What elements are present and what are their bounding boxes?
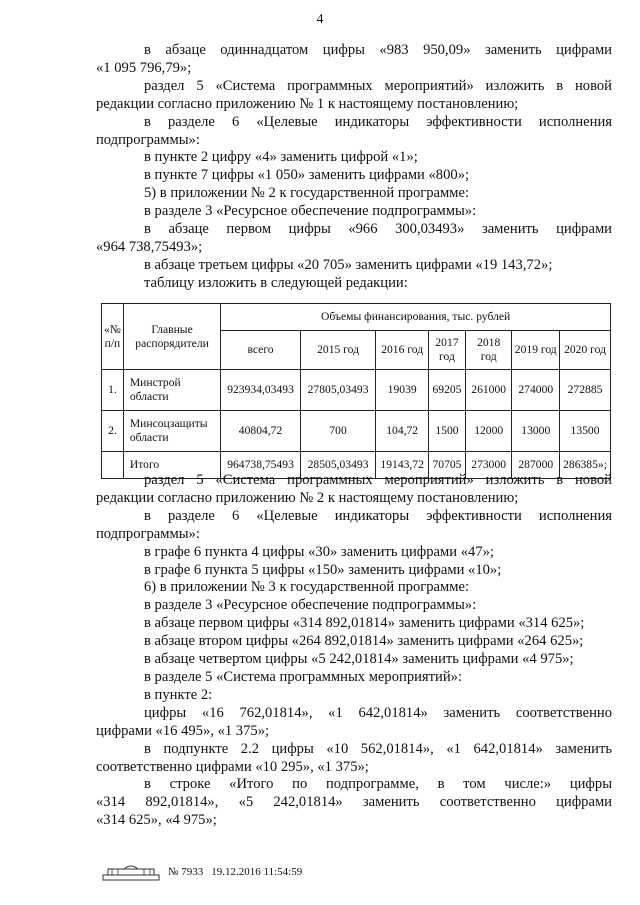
document-datetime: 19.12.2016 11:54:59: [211, 866, 303, 878]
paragraph-line: 5) в приложении № 2 к государственной программе:: [144, 185, 470, 202]
row-value: 1500: [429, 411, 466, 452]
paragraph-line: в строке «Итого по подпрограмме, в том числе:» цифры: [144, 776, 612, 793]
paragraph-line: «1 095 796,79»;: [96, 59, 192, 76]
row-name: Минсоцзащиты области: [123, 411, 220, 452]
paragraph-line: редакции согласно приложению № 2 к настоящему постановлению;: [96, 489, 519, 506]
header-year: 2018 год: [465, 331, 512, 370]
paragraph-line: в графе 6 пункта 4 цифры «30» заменить цифрами «47»;: [144, 543, 494, 560]
header-year: 2019 год: [512, 331, 560, 370]
header-year: 2016 год: [376, 331, 429, 370]
paragraph-line: в пункте 2 цифру «4» заменить цифрой «1»;: [144, 149, 418, 166]
paragraph-line: в разделе 5 «Система программных мероприятий»:: [144, 668, 462, 685]
header-group: Объемы финансирования, тыс. рублей: [221, 304, 611, 331]
table-row: [102, 370, 611, 411]
paragraph-line: раздел 5 «Система программных мероприятий» изложить в новой: [144, 77, 612, 94]
row-num: 1.: [102, 370, 124, 411]
row-value: 27805,03493: [300, 370, 375, 411]
row-value: 13000: [512, 411, 560, 452]
row-value: 286385»;: [560, 452, 611, 479]
building-logo-icon: [102, 863, 160, 881]
row-total: 964738,75493: [221, 452, 301, 479]
row-value: 274000: [512, 370, 560, 411]
paragraph-line: в абзаце первом цифры «966 300,03493» заменить цифрами: [144, 221, 612, 238]
header-main: Главные распорядители: [123, 304, 220, 370]
row-name: Итого: [123, 452, 220, 479]
footer: [102, 863, 302, 881]
row-value: 273000: [465, 452, 512, 479]
row-value: 12000: [465, 411, 512, 452]
financing-table: [101, 303, 611, 479]
row-value: 70705: [429, 452, 466, 479]
paragraph-line: в графе 6 пункта 5 цифры «150» заменить цифрами «10»;: [144, 561, 502, 578]
row-value: 69205: [429, 370, 466, 411]
paragraph-line: в абзаце четвертом цифры «5 242,01814» заменить цифрами «4 975»;: [144, 651, 574, 668]
body-text-bottom: [96, 472, 612, 830]
paragraph-line: редакции согласно приложению № 1 к настоящему постановлению;: [96, 95, 519, 112]
paragraph-line: в разделе 6 «Целевые индикаторы эффективности исполнения: [144, 113, 612, 130]
paragraph-line: в подпункте 2.2 цифры «10 562,01814», «1 642,01814» заменить: [144, 740, 612, 757]
paragraph-line: «964 738,75493»;: [96, 238, 203, 255]
paragraph-line: в разделе 3 «Ресурсное обеспечение подпрограммы»:: [144, 597, 477, 614]
paragraph-line: цифрами «16 495», «1 375»;: [96, 722, 270, 739]
row-value: 272885: [560, 370, 611, 411]
row-value: 19143,72: [376, 452, 429, 479]
paragraph-line: «314 625», «4 975»;: [96, 812, 217, 829]
paragraph-line: «314 892,01814», «5 242,01814» заменить соответственно цифрами: [96, 794, 612, 811]
row-value: 287000: [512, 452, 560, 479]
paragraph-line: в пункте 2:: [144, 686, 213, 703]
paragraph-line: 6) в приложении № 3 к государственной программе:: [144, 579, 470, 596]
paragraph-line: цифры «16 762,01814», «1 642,01814» заменить соответственно: [144, 704, 612, 721]
header-year: 2015 год: [300, 331, 375, 370]
paragraph-line: таблицу изложить в следующей редакции:: [144, 274, 408, 291]
paragraph-line: соответственно цифрами «10 295», «1 375»;: [96, 758, 369, 775]
paragraph-line: в абзаце первом цифры «314 892,01814» заменить цифрами «314 625»;: [144, 615, 585, 632]
row-value: 28505,03493: [300, 452, 375, 479]
row-value: 19039: [376, 370, 429, 411]
paragraph-line: в разделе 3 «Ресурсное обеспечение подпрограммы»:: [144, 203, 477, 220]
row-name: Минстрой области: [123, 370, 220, 411]
row-total: 923934,03493: [221, 370, 301, 411]
paragraph-line: раздел 5 «Система программных мероприятий» изложить в новой: [144, 472, 612, 488]
paragraph-line: в разделе 6 «Целевые индикаторы эффективности исполнения: [144, 507, 612, 524]
paragraph-line: в абзаце втором цифры «264 892,01814» заменить цифрами «264 625»;: [144, 633, 584, 650]
header-year: 2020 год: [560, 331, 611, 370]
paragraph-line: подпрограммы»:: [96, 131, 200, 148]
row-num: 2.: [102, 411, 124, 452]
header-num: «№ п/п: [102, 304, 124, 370]
page-number: 4: [316, 12, 324, 27]
header-total: всего: [221, 331, 301, 370]
document-number: № 7933: [168, 866, 204, 878]
row-value: 261000: [465, 370, 512, 411]
body-text-top: [96, 42, 612, 293]
row-value: 13500: [560, 411, 611, 452]
paragraph-line: в абзаце третьем цифры «20 705» заменить цифрами «19 143,72»;: [144, 256, 553, 273]
paragraph-line: в пункте 7 цифры «1 050» заменить цифрами «800»;: [144, 167, 470, 184]
table-row: [102, 411, 611, 452]
paragraph-line: подпрограммы»:: [96, 525, 200, 542]
row-value: 104,72: [376, 411, 429, 452]
header-year: 2017 год: [429, 331, 466, 370]
paragraph-line: в абзаце одиннадцатом цифры «983 950,09» заменить цифрами: [144, 42, 612, 58]
row-total: 40804,72: [221, 411, 301, 452]
row-value: 700: [300, 411, 375, 452]
